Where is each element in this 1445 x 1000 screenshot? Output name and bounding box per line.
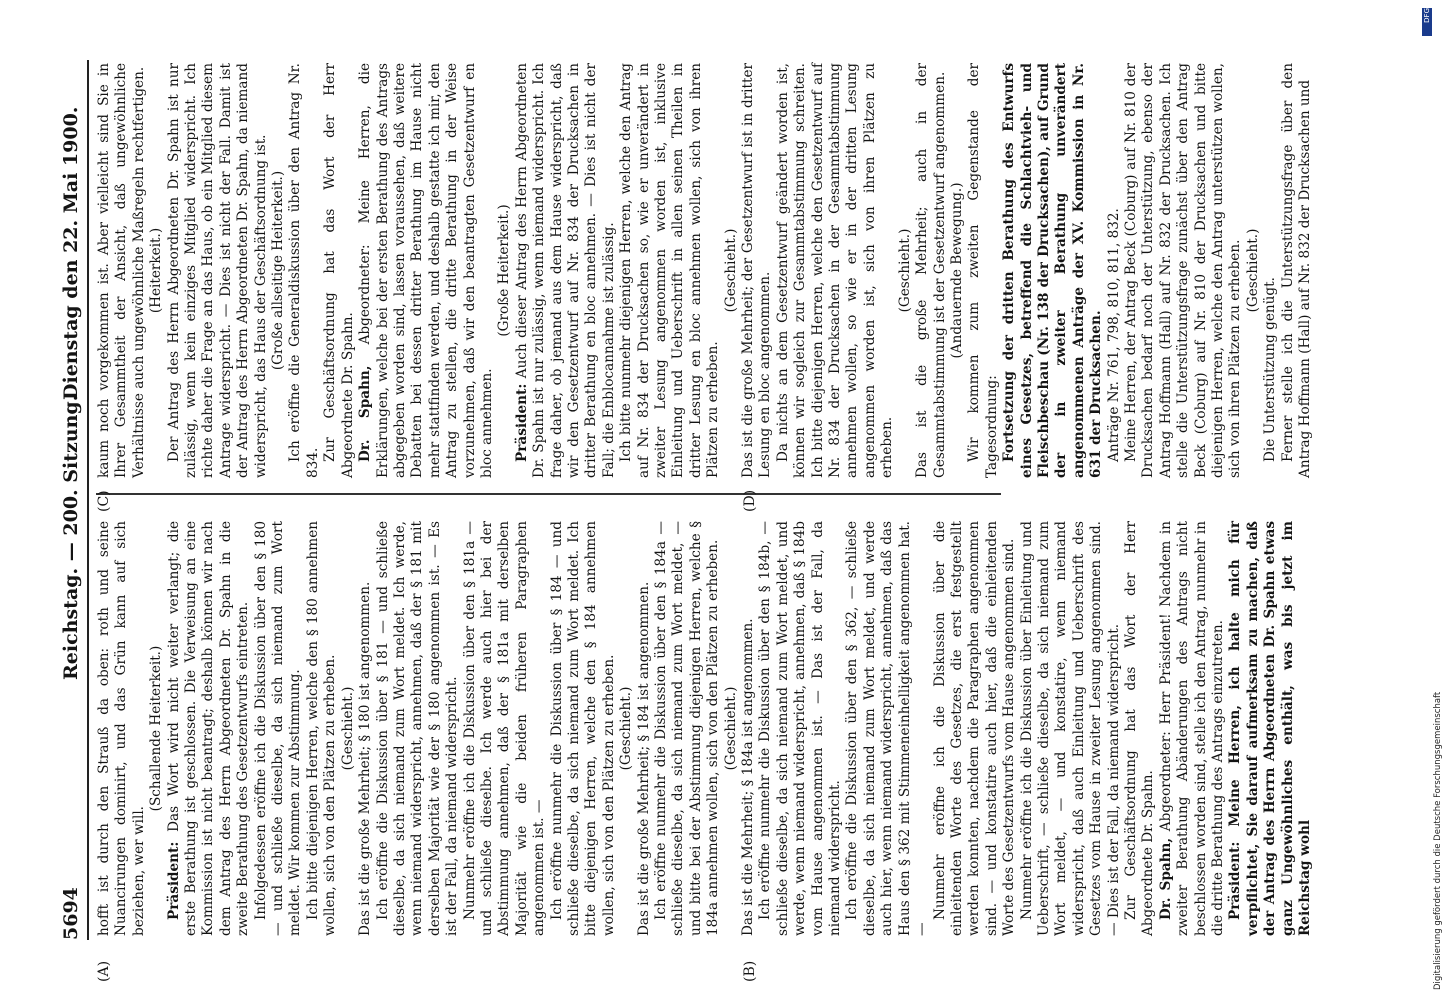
- paragraph: Präsident: Meine Herren, ich halte mich für verpflichtet, Sie darauf aufmerksam zu machen, daß der Antrag des Herrn Abgeordneten Dr. Spahn etwas ganz Ungewöhnliches enthält, was bis jetzt im Reichstag wohl: [1227, 521, 1314, 936]
- paragraph: Das ist die große Mehrheit; § 184 ist angenommen.: [635, 581, 652, 936]
- paragraph: Das ist die große Mehrheit; § 180 ist angenommen.: [357, 581, 374, 936]
- paragraph: Ich bitte nunmehr diejenigen Herren, welche den Antrag auf Nr. 834 der Drucksachen so, wie er unverändert in zweiter Lesung angenommen worden ist, inklusive Einleitung und Ueberschrift in allen seinen Theilen in dritter Lesung en bloc annehmen wollen, sich von ihren Plätzen zu erheben.: [618, 63, 722, 478]
- paragraph: Ich eröffne die Diskussion über § 181 — und schließe dieselbe, da sich niemand zum Wort meldet. Ich werde, wenn niemand widerspricht, annehmen, daß der § 181 mit derselben Majorität wie der § 180 angenommen ist. — Es ist der Fall, da niemand widerspricht.: [374, 521, 461, 936]
- paragraph: Zur Geschäftsordnung hat das Wort der Herr Abgeordnete Dr. Spahn.: [322, 63, 356, 478]
- page-number: 5694: [60, 887, 82, 940]
- paragraph: Anträge Nr. 761, 798, 810, 811, 832.: [1105, 208, 1122, 462]
- paragraph: Ich eröffne die Generaldiskussion über den Antrag Nr. 834.: [287, 63, 321, 478]
- margin-marker-a: (A): [96, 960, 112, 982]
- stage-direction: (Geschieht.): [896, 228, 913, 313]
- paragraph: Ich eröffne nunmehr die Diskussion über den § 184a — schließe dieselbe, da sich niemand zum Wort meldet, — und bitte bei der Abstimmung diejenigen Herren, welche § 184a annehmen wollen, sich von den Plätzen zu erheben.: [653, 521, 722, 936]
- header-right-title: Dienstag den 22. Mai 1900.: [60, 106, 82, 400]
- margin-marker-b: (B): [742, 960, 758, 982]
- paragraph: Ich bitte diejenigen Herren, welche den § 180 annehmen wollen, sich von den Plätzen zu erheben.: [304, 521, 339, 936]
- page-header: [60, 60, 86, 940]
- right-column: [96, 63, 1314, 478]
- dfg-logo: DFG: [1422, 8, 1432, 36]
- paragraph: Das ist die Mehrheit; § 184a ist angenommen.: [740, 618, 757, 936]
- paragraph: Dr. Spahn, Abgeordneter: Herr Präsident! Nachdem in zweiter Berathung Abänderungen des Antrags nicht beschlossen worden sind, stelle ich den Antrag, nunmehr in die dritte Berathung des Antrags einzutreten.: [1157, 521, 1226, 936]
- speaker-name: Präsident:: [1227, 841, 1244, 920]
- stage-direction: (Andauernde Bewegung.): [948, 182, 965, 359]
- paragraph: kaum noch vorgekommen ist. Aber vielleicht sind Sie in Ihrer Gesammtheit der Ansicht, daß ungewöhnliche Verhältnisse auch ungewöhnliche Maßregeln rechtfertigen.: [96, 63, 147, 478]
- paragraph: hofft ist durch den Strauß da oben: roth und seine Nuancirungen dominirt, und das Grün kann auf sich beziehen, wer will.: [96, 521, 147, 936]
- paragraph: Da nichts an dem Gesetzentwurf geändert worden ist, können wir sogleich zur Gesammtabstimmung schreiten. Ich bitte diejenigen Herren, welche den Gesetzentwurf auf Nr. 834 der Drucksachen in der Gesammtabstimmung annehmen wollen, so wie er in der dritten Lesung angenommen worden ist, sich von ihren Plätzen zu erheben.: [774, 63, 896, 478]
- stage-direction: (Geschieht.): [339, 686, 356, 771]
- header-left-title: Reichstag. — 200. Sitzung.: [60, 394, 82, 680]
- paragraph: Ich eröffne nunmehr die Diskussion über den § 184b, — schließe dieselbe, da sich niemand zum Wort meldet, und werde, wenn niemand widerspricht, annehmen, daß § 184b vom Hause angenommen ist. — Das ist der Fall, da niemand widerspricht.: [757, 521, 844, 936]
- paragraph: Ich eröffne die Diskussion über den § 362, — schließe dieselbe, da sich niemand zum Wort meldet, und werde auch hier, wenn niemand widerspricht, annehmen, daß das Haus den § 362 mit Stimmeneinhelligkeit angenommen hat. —: [844, 521, 931, 936]
- margin-marker-c: (C): [96, 490, 112, 512]
- paragraph: Das ist die große Mehrheit; auch in der Gesammtabstimmung ist der Gesetzentwurf angenommen.: [914, 63, 948, 478]
- column-divider: [96, 494, 1001, 496]
- paragraph: Nunmehr eröffne ich die Diskussion über die einleitenden Worte des Gesetzes, die erst festgestellt werden konnten, nachdem die Paragraphen angenommen sind. — und konstatire auch hier, daß die einleitenden Worte des Gesetzentwurfs vom Hause angenommen sind.: [931, 521, 1018, 936]
- header-rule: [87, 60, 89, 940]
- margin-marker-d: (D): [742, 489, 758, 512]
- paragraph: Präsident: Auch dieser Antrag des Herrn Abgeordneten Dr. Spahn ist nur zulässig, wenn niemand widerspricht. Ich frage daher, ob jemand aus dem Hause widerspricht, daß wir den Gesetzentwurf auf Nr. 834 der Drucksachen in dritter Berathung en bloc annehmen. — Dies ist nicht der Fall; die Enblocannahme ist zulässig.: [513, 63, 617, 478]
- paragraph: Meine Herren, der Antrag Beck (Coburg) auf Nr. 810 der Drucksachen bedarf noch der Unterstützung, ebenso der Antrag Hoffmann (Hall) auf Nr. 832 der Drucksachen. Ich stelle die Unterstützungsfrage zunächst über den Antrag Beck (Coburg) auf Nr. 810 der Drucksachen und bitte diejenigen Herren, welche den Antrag unterstützen wollen, sich von ihren Plätzen zu erheben.: [1122, 63, 1244, 478]
- speaker-name: Dr. Spahn,: [1157, 837, 1174, 920]
- paragraph: Präsident: Das Wort wird nicht weiter verlangt; die erste Berathung ist geschlossen. Die Verweisung an eine Kommission ist nicht beantragt; deshalb können wir nach dem Antrag des Herrn Abgeordneten Dr. Spahn in die zweite Berathung des Gesetzentwurfs eintreten.: [165, 521, 252, 936]
- paragraph: Ich eröffne nunmehr die Diskussion über § 184 — und schließe dieselbe, da sich niemand zum Wort meldet. Ich bitte diejenigen Herren, welche den § 184 annehmen wollen, sich von den Plätzen zu erheben.: [548, 521, 617, 936]
- stage-direction: (Geschieht.): [1244, 228, 1261, 313]
- paragraph: Zur Geschäftsordnung hat das Wort der Herr Abgeordnete Dr. Spahn.: [1122, 521, 1157, 936]
- left-column: [96, 521, 1314, 936]
- speaker-name: Präsident:: [513, 383, 530, 462]
- stage-direction: (Geschieht.): [722, 228, 739, 313]
- paragraph: Der Antrag des Herrn Abgeordneten Dr. Spahn ist nur zulässig, wenn kein einziges Mitglied widerspricht. Ich richte daher die Frage an das Haus, ob ein Mitglied diesem Antrage widerspricht. — Dies ist nicht der Fall. Damit ist der Antrag des Herrn Abgeordneten Dr. Spahn, da niemand widerspricht, das Haus der Geschäftsordnung ist.: [165, 63, 269, 478]
- stage-direction: (Große Heiterkeit.): [496, 204, 513, 337]
- paragraph: Nunmehr eröffne ich die Diskussion über Einleitung und Ueberschrift, — schließe dieselbe, da sich niemand zum Wort meldet, — und konstatire, wenn niemand widerspricht, daß auch Einleitung und Ueberschrift des Gesetzes vom Hause in zweiter Lesung angenommen sind. — Dies ist der Fall, da niemand widerspricht.: [1018, 521, 1122, 936]
- stage-direction: (Heiterkeit.): [148, 227, 165, 314]
- paragraph: Das ist die große Mehrheit; der Gesetzentwurf ist in dritter Lesung en bloc angenommen.: [740, 63, 774, 478]
- digitization-credit: Digitalisierung gefördert durch die Deutsche Forschungsgemeinschaft: [1433, 691, 1443, 990]
- speaker-name: Präsident:: [165, 841, 182, 920]
- stage-direction: (Geschieht.): [618, 686, 635, 771]
- paragraph: Die Unterstützung genügt.: [1262, 277, 1279, 462]
- paragraph: Wir kommen zum zweiten Gegenstande der Tagesordnung:: [966, 63, 1000, 478]
- paragraph: Dr. Spahn, Abgeordneter: Meine Herren, die Erklärungen, welche bei der ersten Berathung des Antrags abgegeben worden sind, lassen voraussehen, daß weitere Debatten bei dessen dritter Berathung im Hause nicht mehr stattfinden werden, und deshalb gestatte ich mir, den Antrag zu stellen, die dritte Berathung in der Weise vorzunehmen, daß wir den beantragten Gesetzentwurf en bloc annehmen.: [357, 63, 495, 478]
- paragraph: Infolgedessen eröffne ich die Diskussion über den § 180 — und schließe dieselbe, da sich niemand zum Wort meldet. Wir kommen zur Abstimmung.: [252, 521, 304, 936]
- stage-direction: (Schallende Heiterkeit.): [148, 645, 165, 812]
- speaker-name: Dr. Spahn,: [357, 365, 374, 462]
- stage-direction: (Große allseitige Heiterkeit.): [270, 170, 287, 371]
- stage-direction: (Geschieht.): [722, 686, 739, 771]
- paragraph: Ferner stelle ich die Unterstützungsfrage über den Antrag Hoffmann (Hall) auf Nr. 832 der Drucksachen und: [1279, 63, 1314, 478]
- paragraph: Nunmehr eröffne ich die Diskussion über den § 181a — und schließe dieselbe. Ich werde auch hier bei der Abstimmung annehmen, daß der § 181a mit derselben Majorität wie die beiden früheren Paragraphen angenommen ist. —: [461, 521, 548, 936]
- agenda-item-heading: Fortsetzung der dritten Berathung des Entwurfs eines Gesetzes, betreffend die Schlachtvieh- und Fleischbeschau (Nr. 138 der Drucksachen), auf Grund der in zweiter Berathung unverändert angenommenen Anträge der XV. Kommission in Nr. 631 der Drucksachen.: [1001, 63, 1105, 478]
